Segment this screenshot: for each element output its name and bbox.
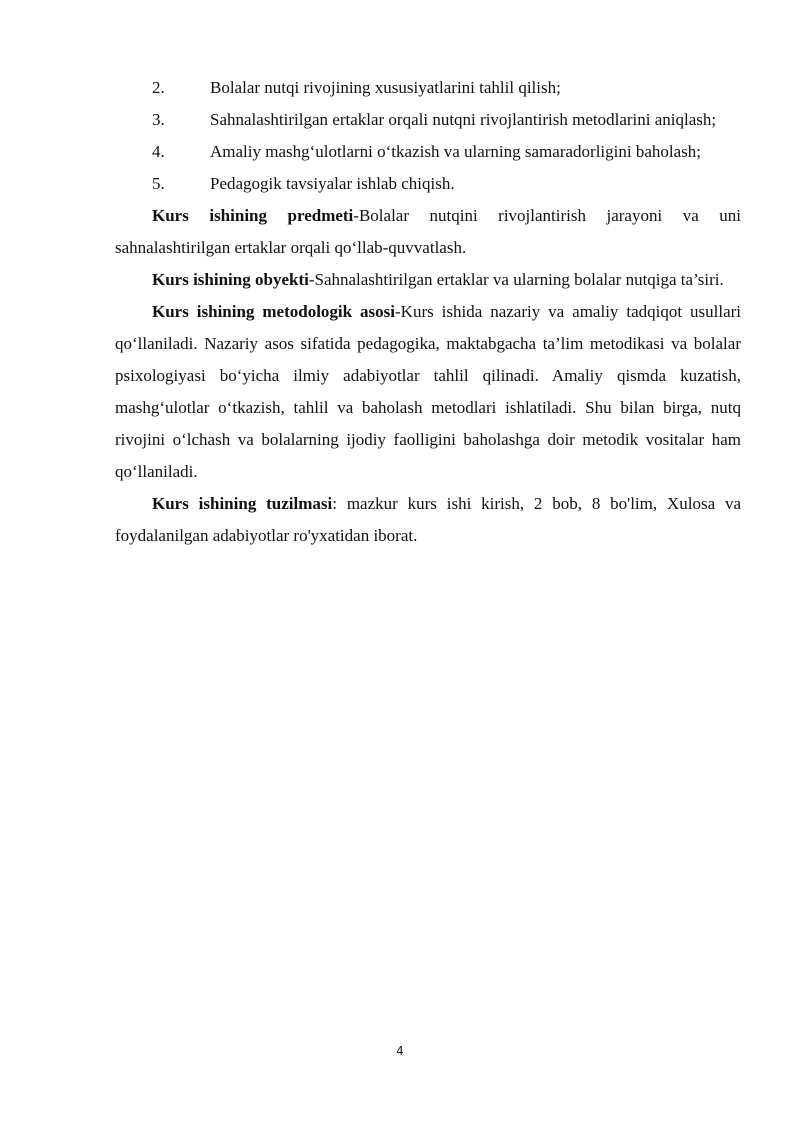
list-text: Pedagogik tavsiyalar ishlab chiqish. <box>210 174 455 193</box>
list-item-5 <box>115 168 741 200</box>
paragraph-metodologik-asosi <box>115 296 741 488</box>
list-item-4 <box>115 136 741 168</box>
paragraph-heading: Kurs ishining obyekti <box>152 270 309 289</box>
list-text: Amaliy mashg‘ulotlarni o‘tkazish va ularning samaradorligini baholash; <box>210 142 701 161</box>
list-number: 5. <box>152 174 165 193</box>
paragraph-text: -Bolalar nutqini rivojlantirish jarayoni va uni sahnalashtirilgan ertaklar orqali qo‘llab-quvvatlash. <box>115 206 741 257</box>
paragraph-heading: Kurs ishining predmeti <box>152 206 354 225</box>
paragraph-obyekti <box>115 264 741 296</box>
page-number: 4 <box>396 1044 404 1058</box>
paragraph-heading: Kurs ishining metodologik asosi <box>152 302 395 321</box>
list-text: Bolalar nutqi rivojining xususiyatlarini tahlil qilish; <box>210 78 561 97</box>
paragraph-text: : mazkur kurs ishi kirish, 2 bob, 8 bo'lim, Xulosa va foydalanilgan adabiyotlar ro'yxatidan iborat. <box>115 494 741 545</box>
document-body <box>115 72 741 552</box>
list-item-3 <box>115 104 741 136</box>
paragraph-text: -Sahnalashtirilgan ertaklar va ularning bolalar nutqiga ta’siri. <box>308 270 724 289</box>
list-number: 2. <box>152 78 165 97</box>
paragraph-predmeti <box>115 200 741 264</box>
list-number: 3. <box>152 110 165 129</box>
list-text: Sahnalashtirilgan ertaklar orqali nutqni rivojlantirish metodlarini aniqlash; <box>210 110 717 129</box>
paragraph-text: -Kurs ishida nazariy va amaliy tadqiqot usullari qo‘llaniladi. Nazariy asos sifatida pedagogika, maktabgacha ta’lim metodikasi va bolalar psixologiyasi bo‘yicha ilmiy adabiyotlar tahlil qilinadi. Amaliy qismda kuzatish, mashg‘ulotlar o‘tkazish, tahlil va baholash metodlari ishlatiladi. Shu bilan birga, nutq rivojini o‘lchash va bolalarning ijodiy faolligini baholashga doir metodik vositalar ham qo‘llaniladi. <box>115 302 742 481</box>
list-item-2 <box>115 72 741 104</box>
list-number: 4. <box>152 142 165 161</box>
paragraph-heading: Kurs ishining tuzilmasi <box>152 494 333 513</box>
paragraph-tuzilmasi <box>115 488 741 552</box>
